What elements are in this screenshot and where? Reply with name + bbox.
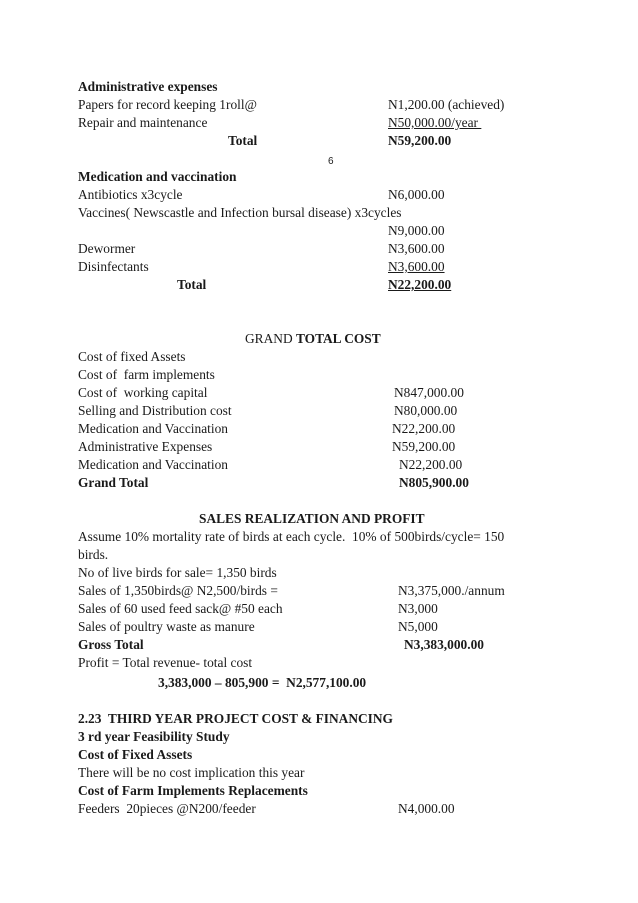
disinfectants-label: Disinfectants	[78, 259, 149, 274]
admin-item-value: N50,000.00/year	[388, 115, 482, 130]
admin-total-label: Total	[228, 133, 258, 148]
grand-item-label: Selling and Distribution cost	[78, 403, 232, 418]
sales-assumption-cont: birds.	[78, 547, 109, 562]
profit-calculation: 3,383,000 – 805,900 = N2,577,100.00	[158, 675, 367, 690]
vaccines-label: Vaccines( Newscastle and Infection bursal disease) x3cycles	[78, 205, 402, 220]
grand-item-value: N59,200.00	[392, 439, 456, 454]
sales-item-label: Sales of poultry waste as manure	[78, 619, 255, 634]
antibiotics-label: Antibiotics x3cycle	[78, 187, 183, 202]
grand-total-heading-plain: GRAND	[245, 331, 296, 346]
grand-item-label: Cost of farm implements	[78, 367, 215, 382]
grand-item-label: Cost of fixed Assets	[78, 349, 186, 364]
grand-item-label: Medication and Vaccination	[78, 421, 228, 436]
admin-heading: Administrative expenses	[78, 79, 218, 94]
sales-heading: SALES REALIZATION AND PROFIT	[199, 511, 425, 526]
admin-total-value: N59,200.00	[388, 133, 452, 148]
fixed-assets-note: There will be no cost implication this year	[78, 765, 305, 780]
grand-total-heading	[245, 330, 381, 348]
medication-heading: Medication and vaccination	[78, 169, 237, 184]
grand-item-label: Administrative Expenses	[78, 439, 213, 454]
feeders-value: N4,000.00	[398, 801, 455, 816]
sales-assumption: Assume 10% mortality rate of birds at each cycle. 10% of 500birds/cycle= 150	[78, 529, 505, 544]
grand-total-label: Grand Total	[78, 475, 149, 490]
grand-total-heading-bold: TOTAL COST	[295, 331, 381, 346]
disinfectants-value: N3,600.00	[388, 259, 445, 274]
admin-item-label: Repair and maintenance	[78, 115, 208, 130]
third-year-heading: 2.23 THIRD YEAR PROJECT COST & FINANCING	[78, 711, 393, 726]
grand-item-label: Medication and Vaccination	[78, 457, 228, 472]
dewormer-value: N3,600.00	[388, 241, 445, 256]
grand-item-value: N22,200.00	[392, 421, 456, 436]
vaccines-value: N9,000.00	[388, 223, 445, 238]
grand-total-value: N805,900.00	[399, 475, 469, 490]
feeders-label: Feeders 20pieces @N200/feeder	[78, 801, 256, 816]
antibiotics-value: N6,000.00	[388, 187, 445, 202]
page-number: 6	[328, 156, 334, 167]
third-year-subheading: 3 rd year Feasibility Study	[78, 729, 230, 744]
live-birds-line: No of live birds for sale= 1,350 birds	[78, 565, 277, 580]
grand-item-value: N847,000.00	[394, 385, 464, 400]
farm-implements-heading: Cost of Farm Implements Replacements	[78, 783, 308, 798]
sales-item-value: N5,000	[398, 619, 438, 634]
sales-item-label: Sales of 1,350birds@ N2,500/birds =	[78, 583, 278, 598]
fixed-assets-heading: Cost of Fixed Assets	[78, 747, 193, 762]
sales-item-value: N3,375,000./annum	[398, 583, 505, 598]
sales-item-value: N3,000	[398, 601, 438, 616]
gross-total-value: N3,383,000.00	[404, 637, 484, 652]
grand-item-label: Cost of working capital	[78, 385, 208, 400]
admin-item-value: N1,200.00 (achieved)	[388, 97, 505, 112]
dewormer-label: Dewormer	[78, 241, 136, 256]
admin-item-label: Papers for record keeping 1roll@	[78, 97, 257, 112]
gross-total-label: Gross Total	[78, 637, 144, 652]
grand-item-value: N80,000.00	[394, 403, 458, 418]
medication-total-value: N22,200.00	[388, 277, 452, 292]
grand-item-value: N22,200.00	[399, 457, 463, 472]
sales-item-label: Sales of 60 used feed sack@ #50 each	[78, 601, 283, 616]
profit-formula: Profit = Total revenue- total cost	[78, 655, 253, 670]
medication-total-label: Total	[177, 277, 207, 292]
